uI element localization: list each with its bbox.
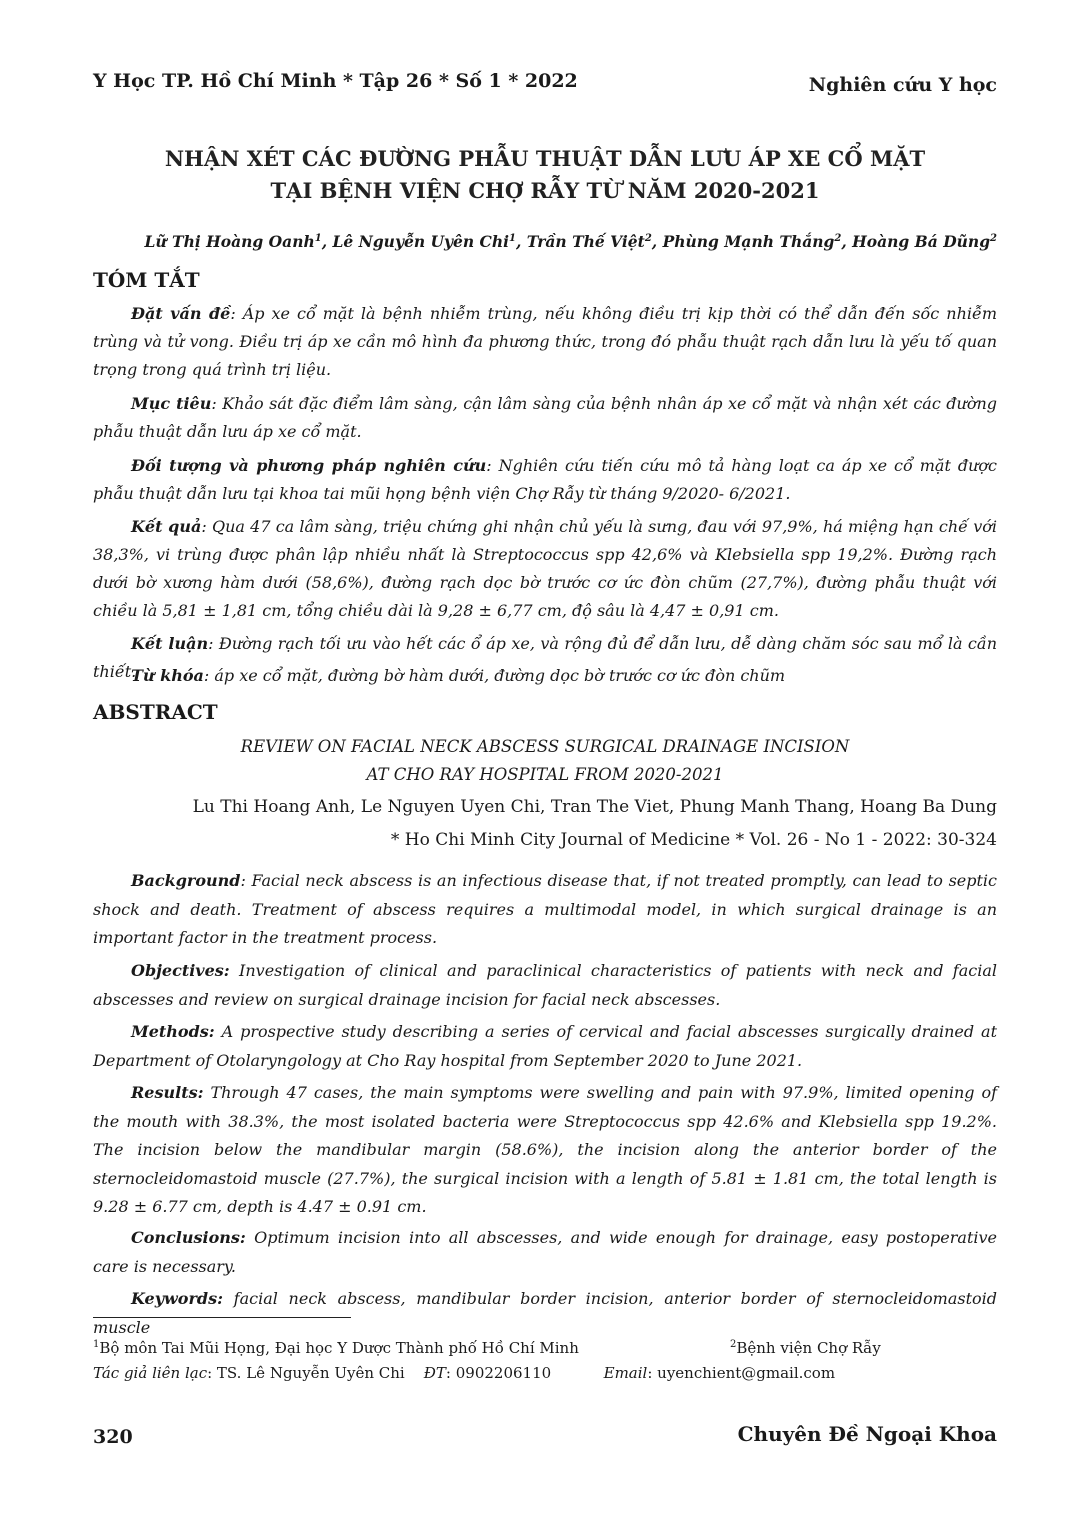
running-footer: Chuyên Đề Ngoại Khoa: [737, 1422, 997, 1446]
en-abstract-heading: ABSTRACT: [93, 700, 218, 724]
author-name: Phùng Mạnh Thắng: [662, 232, 835, 251]
author-affiliation: 1: [314, 232, 322, 244]
en-conclusions-text: Optimum incision into all abscesses, and wide enough for drainage, easy postoperative care is necessary.: [93, 1228, 997, 1276]
author-name: Hoàng Bá Dũng: [852, 232, 991, 251]
vi-keywords-text: : áp xe cổ mặt, đường bờ hàm dưới, đường dọc bờ trước cơ ức đòn chũm: [203, 666, 786, 685]
vi-results-paragraph: [93, 513, 997, 625]
en-results-paragraph: [93, 1079, 997, 1222]
vi-conclusion-text: : Đường rạch tối ưu vào hết các ổ áp xe, và rộng đủ để dẫn lưu, dễ dàng chăm sóc sau mổ là cần thiết.: [93, 634, 997, 681]
author-list: Lữ Thị Hoàng Oanh$^1$, Lê Nguyễn Uyên Chi$^1$, Trần Thế Việt$^2$, Phùng Mạnh Thắng$^2$, Hoàng Bá Dũng$^2$: [144, 232, 997, 251]
author-name: Trần Thế Việt: [526, 232, 645, 251]
author-affiliation: 2: [990, 232, 997, 244]
contact-label: Tác giả liên lạc: [93, 1364, 208, 1382]
en-results-label: Results:: [131, 1083, 204, 1102]
vi-methods-text: : Nghiên cứu tiến cứu mô tả hàng loạt ca áp xe cổ mặt được phẫu thuật dẫn lưu tại khoa tai mũi họng bệnh viện Chợ Rẫy từ tháng 9/2020- 6/2021.: [93, 456, 997, 503]
vi-methods-paragraph: [93, 452, 997, 508]
en-keywords-paragraph: [93, 1285, 997, 1342]
en-results-text: Through 47 cases, the main symptoms were swelling and pain with 97.9%, limited opening of the mouth with 38.3%, the most isolated bacteria were Streptococcus spp 42.6% and Klebsiella spp 19.2%. The incision below the mandibular margin (58.6%), the incision along the anterior border of the sternocleidomastoid muscle (27.7%), the surgical incision with a length of 5.81 ± 1.81 cm, the total length is 9.28 ± 6.77 cm, depth is 4.47 ± 0.91 cm.: [93, 1083, 997, 1216]
en-title-line-1: REVIEW ON FACIAL NECK ABSCESS SURGICAL DRAINAGE INCISION: [240, 737, 850, 756]
vi-abstract-heading: TÓM TẮT: [93, 268, 200, 292]
footnote-affiliation-1: [93, 1339, 579, 1357]
footnote-aff-1-text: Bộ môn Tai Mũi Họng, Đại học Y Dược Thành phố Hồ Chí Minh: [99, 1339, 579, 1357]
en-keywords-text: facial neck abscess, mandibular border incision, anterior border of sternocleidomastoid muscle: [93, 1289, 997, 1337]
en-objectives-label: Objectives:: [131, 961, 230, 980]
author-name: Lữ Thị Hoàng Oanh: [144, 232, 315, 251]
vi-methods-label: Đối tượng và phương pháp nghiên cứu: [131, 456, 487, 475]
vi-objective-text: : Khảo sát đặc điểm lâm sàng, cận lâm sàng của bệnh nhân áp xe cổ mặt và nhận xét các đường phẫu thuật dẫn lưu áp xe cổ mặt.: [93, 394, 997, 441]
en-background-text: : Facial neck abscess is an infectious disease that, if not treated promptly, can lead to septic shock and death. Treatment of abscess requires a multimodal model, in which surgical drainage is an important factor in the treatment process.: [93, 871, 997, 947]
en-objectives-text: Investigation of clinical and paraclinical characteristics of patients with neck and facial abscesses and review on surgical drainage incision for facial neck abscesses.: [93, 961, 997, 1009]
vi-keywords-paragraph: [93, 662, 997, 690]
title-line-2: TẠI BỆNH VIỆN CHỢ RẪY TỪ NĂM 2020-2021: [270, 178, 820, 203]
en-methods-label: Methods:: [131, 1022, 215, 1041]
vi-background-paragraph: [93, 300, 997, 384]
vi-conclusion-label: Kết luận: [131, 634, 209, 653]
vi-keywords-label: Từ khóa: [131, 666, 204, 685]
running-header: [93, 70, 997, 100]
en-methods-text: A prospective study describing a series of cervical and facial abscesses surgically drained at Department of Otolaryngology at Cho Ray hospital from September 2020 to June 2021.: [93, 1022, 997, 1070]
author-name: Lê Nguyễn Uyên Chi: [332, 232, 510, 251]
en-citation: * Ho Chi Minh City Journal of Medicine * Vol. 26 - No 1 - 2022: 30-324: [390, 830, 997, 850]
footnote-aff-1-number: 1: [93, 1339, 100, 1350]
vi-background-label: Đặt vấn đề: [131, 304, 231, 323]
en-title-line-2: AT CHO RAY HOSPITAL FROM 2020-2021: [366, 765, 724, 784]
email-address: : uyenchient@gmail.com: [647, 1364, 836, 1382]
en-conclusions-paragraph: [93, 1224, 997, 1281]
journal-header: Y Học TP. Hồ Chí Minh * Tập 26 * Số 1 * 2022: [93, 70, 578, 92]
author-affiliation: 1: [509, 232, 516, 244]
author-affiliation: 2: [834, 232, 842, 244]
vi-results-text: : Qua 47 ca lâm sàng, triệu chứng ghi nhận chủ yếu là sưng, đau với 97,9%, há miệng hạn chế với 38,3%, vi trùng được phân lập nhiều nhất là Streptococcus spp 42,6% và Klebsiella spp 19,2%. Đường rạch dưới bờ xương hàm dưới (58,6%), đường rạch dọc bờ trước cơ ức đòn chũm (27,7%), đường phẫu thuật với chiều là 5,81 ± 1,81 cm, tổng chiều dài là 9,28 ± 6,77 cm, độ sâu là 4,47 ± 0,91 cm.: [93, 517, 998, 620]
vi-objective-paragraph: [93, 390, 997, 446]
page-number: 320: [93, 1426, 133, 1448]
en-methods-paragraph: [93, 1018, 997, 1075]
footnote-divider: [93, 1317, 351, 1318]
article-title: [93, 143, 997, 207]
footnote-aff-2-text: Bệnh viện Chợ Rẫy: [736, 1339, 881, 1357]
vi-objective-label: Mục tiêu: [131, 394, 212, 413]
en-conclusions-label: Conclusions:: [131, 1228, 246, 1247]
vi-background-text: : Áp xe cổ mặt là bệnh nhiễm trùng, nếu không điều trị kịp thời có thể dẫn đến sốc nhiễm trùng và tử vong. Điều trị áp xe cần mô hình đa phương thức, trong đó phẫu thuật rạch dẫn lưu là yếu tố quan trọng trong quá trình trị liệu.: [93, 304, 997, 379]
phone-label: ĐT: [423, 1364, 446, 1382]
en-background-label: Background: [131, 871, 241, 890]
section-header: Nghiên cứu Y học: [808, 74, 997, 96]
vi-results-label: Kết quả: [131, 517, 202, 536]
en-author-list: Lu Thi Hoang Anh, Le Nguyen Uyen Chi, Tran The Viet, Phung Manh Thang, Hoang Ba Dung: [192, 797, 997, 817]
author-affiliation: 2: [644, 232, 652, 244]
title-line-1: NHẬN XÉT CÁC ĐƯỜNG PHẪU THUẬT DẪN LƯU ÁP XE CỔ MẶT: [164, 146, 926, 171]
footnote-aff-2-number: 2: [730, 1339, 737, 1350]
en-article-title: [93, 733, 997, 789]
email-label: Email: [603, 1364, 648, 1382]
en-background-paragraph: [93, 867, 997, 953]
contact-name: : TS. Lê Nguyễn Uyên Chi: [207, 1364, 405, 1382]
en-objectives-paragraph: [93, 957, 997, 1014]
footnote-affiliation-2: [730, 1339, 881, 1357]
footnote-contact: [93, 1364, 835, 1382]
en-keywords-label: Keywords:: [131, 1289, 224, 1308]
phone-number: : 0902206110: [445, 1364, 552, 1382]
